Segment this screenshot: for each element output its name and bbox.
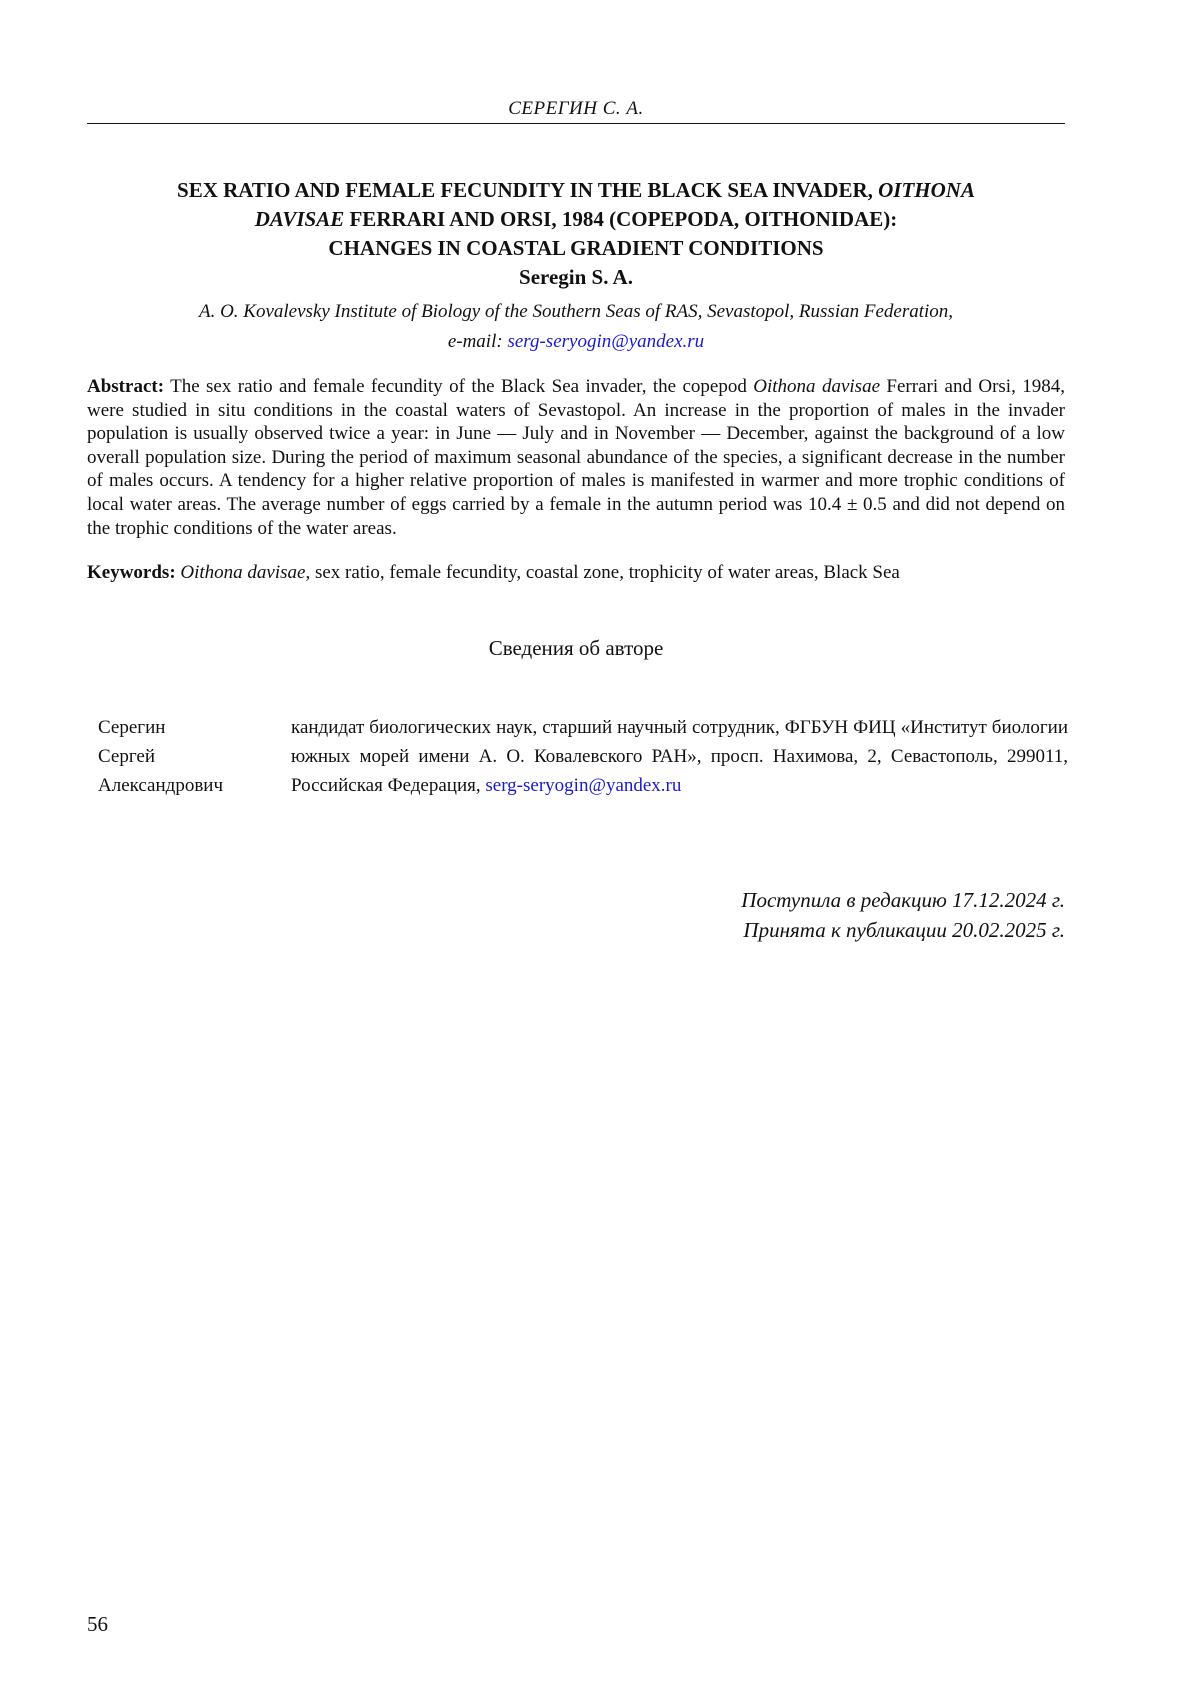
received-date: Поступила в редакцию 17.12.2024 г. <box>741 888 1065 912</box>
affiliation <box>87 297 1065 357</box>
abstract-text-2: Ferrari and Orsi, 1984, were studied in situ conditions in the coastal waters of Sevastopol. An increase in the proportion of males in the invader population is usually observed twice a year: in June — July and in November — December, against the background of a low overall population size. During the period of maximum seasonal abundance of the species, a significant decrease in the number of males occurs. A tendency for a higher relative proportion of males is manifested in warmer and more trophic conditions of local water areas. The average number of eggs carried by a female in the autumn period was 10.4 ± 0.5 and did not depend on the trophic conditions of the water areas. <box>87 376 1065 539</box>
email-link[interactable]: serg-seryogin@yandex.ru <box>507 331 705 352</box>
article-title <box>87 176 1065 263</box>
affiliation-email-line <box>87 327 1065 357</box>
running-head: СЕРЕГИН С. А. <box>508 98 644 119</box>
author-full-name <box>98 713 278 800</box>
title-line-2-text: FERRARI AND ORSI, 1984 (COPEPODA, OITHONIDAE): <box>344 207 898 231</box>
author-given-name: Сергей <box>98 746 155 767</box>
keywords-label: Keywords: <box>87 562 176 583</box>
abstract-label: Abstract: <box>87 376 165 397</box>
title-line-3: CHANGES IN COASTAL GRADIENT CONDITIONS <box>328 236 824 260</box>
author-email-link[interactable]: serg-seryogin@yandex.ru <box>485 775 682 796</box>
author-surname: Серегин <box>98 717 166 738</box>
author-info-heading: Сведения об авторе <box>488 636 664 660</box>
keywords <box>87 561 1065 585</box>
header-rule <box>87 123 1065 124</box>
author-description-text: кандидат биологических наук, старший научный сотрудник, ФГБУН ФИЦ «Институт биологии южных морей имени А. О. Ковалевского РАН», просп. Нахимова, 2, Севастополь, 299011, Российская Федерация, <box>291 717 1068 796</box>
abstract <box>87 375 1065 540</box>
accepted-date: Принята к публикации 20.02.2025 г. <box>743 918 1065 942</box>
submission-dates <box>741 885 1065 945</box>
title-line-1 <box>87 176 1065 205</box>
title-line-2 <box>87 205 1065 234</box>
title-genus: OITHONA <box>878 178 975 202</box>
abstract-text-1: The sex ratio and female fecundity of the Black Sea invader, the copepod <box>164 376 754 397</box>
author-description <box>291 713 1068 800</box>
page-number: 56 <box>87 1612 108 1636</box>
title-species: DAVISAE <box>254 207 345 231</box>
keywords-text: , sex ratio, female fecundity, coastal zone, trophicity of water areas, Black Sea <box>305 562 900 583</box>
keywords-species: Oithona davisae <box>180 562 306 583</box>
title-line-1-text: SEX RATIO AND FEMALE FECUNDITY IN THE BLACK SEA INVADER, <box>177 178 879 202</box>
author-patronymic: Александрович <box>98 775 224 796</box>
affiliation-institute: A. O. Kovalevsky Institute of Biology of the Southern Seas of RAS, Sevastopol, Russian Federation, <box>198 301 954 322</box>
email-label: e-mail: <box>447 331 508 352</box>
abstract-species: Oithona davisae <box>753 376 881 397</box>
author-name: Seregin S. A. <box>519 265 633 289</box>
